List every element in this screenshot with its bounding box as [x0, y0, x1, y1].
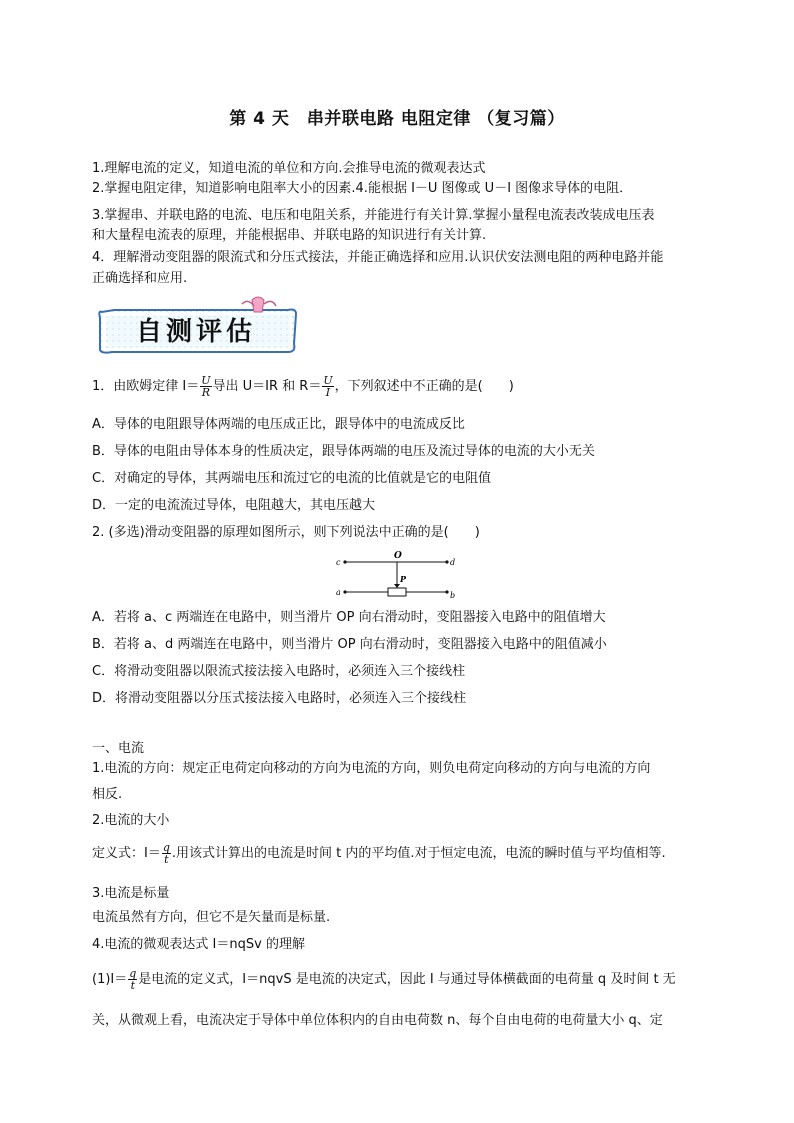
fraction-numerator: U — [201, 374, 211, 387]
fraction-q-over-t — [162, 842, 171, 865]
goal-line: 1.理解电流的定义，知道电流的单位和方向.会推导电流的微观表达式 — [92, 161, 486, 176]
slider-arrow-icon — [394, 584, 400, 588]
paragraph-text: (1)I＝ — [92, 972, 128, 987]
self-assessment-badge — [92, 296, 300, 358]
fraction-u-over-i — [322, 375, 333, 398]
terminal-d — [445, 560, 448, 563]
question-2-stem: 2. (多选)滑动变阻器的原理如图所示，则下列说法中正确的是( ) — [92, 525, 480, 540]
section-subheading: 2.电流的大小 — [92, 813, 170, 828]
page-title: 第 4 天 串并联电路 电阻定律 （复习篇） — [229, 109, 565, 129]
q1-stem-part: ，下列叙述中不正确的是( ) — [334, 379, 514, 394]
q1-option-d: D．一定的电流流过导体，电阻越大，其电压越大 — [92, 498, 376, 513]
goal-line: 2.掌握电阻定律，知道影响电阻率大小的因素.4.能根据 I－U 图像或 U－I 图像求导体的电阻． — [92, 181, 633, 196]
fraction-denominator: t — [164, 853, 169, 866]
q1-option-b: B．导体的电阻由导体本身的性质决定，跟导体两端的电压及流过导体的电流的大小无关 — [92, 444, 595, 459]
terminal-b — [445, 590, 448, 593]
label-o: O — [394, 551, 402, 561]
fraction-u-over-r — [200, 375, 211, 398]
q1-option-a: A．导体的电阻跟导体两端的电压成正比，跟导体中的电流成反比 — [92, 417, 465, 432]
q1-stem-part: 导出 U＝IR 和 R＝ — [212, 379, 322, 394]
goal-line: 3.掌握串、并联电路的电流、电压和电阻关系，并能进行有关计算.掌握小量程电流表改装成电压表 — [92, 208, 655, 223]
section-paragraph — [92, 966, 712, 994]
q2-option-a: A．若将 a、c 两端连在电路中，则当滑片 OP 向右滑动时，变阻器接入电路中的阻值增大 — [92, 610, 606, 625]
section-heading: 一、电流 — [92, 741, 145, 756]
paragraph-text: 是电流的定义式，I＝nqvS 是电流的决定式，因此 I 与通过导体横截面的电荷量 q 及时间 t 无 — [138, 972, 676, 987]
section-paragraph: 电流虽然有方向，但它不是矢量而是标量. — [92, 910, 331, 925]
label-d: d — [450, 558, 456, 567]
label-c: c — [336, 558, 341, 567]
label-p: P — [400, 574, 407, 584]
q1-stem-part: 1．由欧姆定律 I＝ — [92, 379, 200, 394]
section-subheading: 4.电流的微观表达式 I＝nqSv 的理解 — [92, 937, 305, 952]
definition-text: .用该式计算出的电流是时间 t 内的平均值.对于恒定电流，电流的瞬时值与平均值相等. — [171, 846, 666, 861]
section-paragraph: 1.电流的方向：规定正电荷定向移动的方向为电流的方向，则负电荷定向移动的方向与电流的方向 — [92, 761, 651, 776]
goal-line: 和大量程电流表的原理，并能根据串、并联电路的知识进行有关计算. — [92, 228, 487, 243]
fraction-denominator: I — [325, 386, 331, 399]
q1-option-c: C．对确定的导体，其两端电压和流过它的电流的比值就是它的电阻值 — [92, 471, 492, 486]
goal-line: 正确选择和应用. — [92, 271, 188, 286]
q2-option-b: B．若将 a、d 两端连在电路中，则当滑片 OP 向右滑动时，变阻器接入电路中的阻值减小 — [92, 637, 607, 652]
fraction-denominator: R — [201, 386, 211, 399]
rheostat-diagram — [336, 548, 456, 600]
resistor-element — [388, 588, 406, 596]
q2-option-d: D．将滑动变阻器以分压式接法接入电路时，必须连入三个接线柱 — [92, 691, 467, 706]
terminal-c — [343, 560, 346, 563]
question-1-stem — [92, 373, 712, 401]
section-paragraph: 关，从微观上看，电流决定于导体中单位体积内的自由电荷数 n、每个自由电荷的电荷量大小 q、定 — [92, 1013, 663, 1028]
definition-text: 定义式：I＝ — [92, 846, 161, 861]
fraction-q-over-t — [128, 968, 137, 991]
label-a: a — [336, 588, 341, 597]
current-definition — [92, 840, 712, 868]
badge-text: 自测评估 — [135, 317, 257, 347]
label-b: b — [450, 591, 456, 600]
section-paragraph: 相反. — [92, 787, 123, 802]
fraction-numerator: q — [162, 841, 170, 854]
q2-option-c: C．将滑动变阻器以限流式接法接入电路时，必须连入三个接线柱 — [92, 664, 466, 679]
goal-line: 4．理解滑动变阻器的限流式和分压式接法，并能正确选择和应用.认识伏安法测电阻的两种电路并能 — [92, 250, 664, 265]
fraction-denominator: t — [130, 979, 135, 992]
fraction-numerator: U — [323, 374, 333, 387]
terminal-a — [343, 590, 346, 593]
section-subheading: 3.电流是标量 — [92, 886, 170, 901]
fraction-numerator: q — [129, 967, 137, 980]
